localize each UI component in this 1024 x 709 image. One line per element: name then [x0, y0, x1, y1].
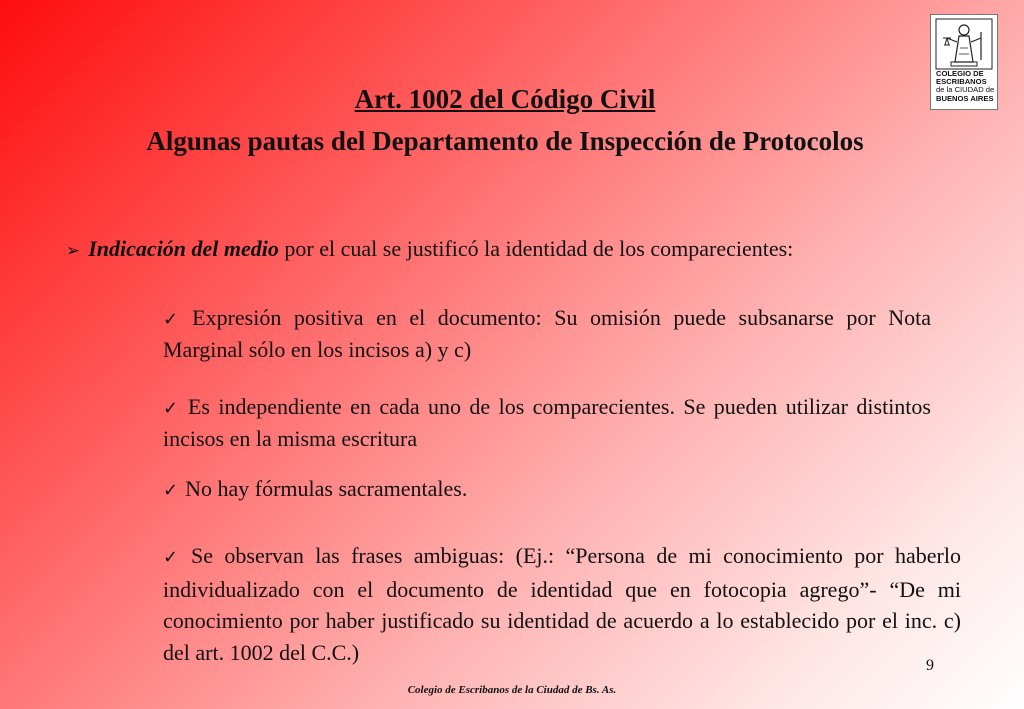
checkmark-icon: ✓: [163, 547, 184, 568]
arrow-bullet-icon: ➢: [66, 241, 81, 261]
list-item: [163, 392, 931, 454]
logo-line: de la CIUDAD de: [936, 85, 995, 95]
list-item-text: Expresión positiva en el documento: Su omisión puede subsanarse por Nota Marginal sólo en los incisos a) y c): [163, 305, 931, 362]
list-item-text: No hay fórmulas sacramentales.: [185, 476, 468, 501]
page-number: 9: [926, 657, 934, 674]
list-item-text: Se observan las frases ambiguas: (Ej.: “Persona de mi conocimiento por haberlo individualizado con el documento de identidad que en fotocopia agrego”- “De mi conocimiento por haber justificado su identidad de acuerdo a lo establecido por el inc. c) del art. 1002 del C.C.): [163, 543, 961, 665]
list-item: [163, 540, 961, 668]
footer-text: Colegio de Escribanos de la Ciudad de Bs. As.: [407, 684, 617, 696]
main-bullet-emphasis: Indicación del medio: [88, 236, 279, 261]
slide-title: Art. 1002 del Código Civil: [354, 84, 656, 114]
slide-subtitle: Algunas pautas del Departamento de Inspección de Protocolos: [146, 126, 864, 156]
logo-line: BUENOS AIRES: [936, 93, 994, 103]
logo-line: COLEGIO DE: [936, 69, 984, 78]
list-item: [163, 474, 931, 506]
justice-figure-icon: [935, 18, 993, 70]
checkmark-icon: ✓: [163, 398, 181, 419]
list-item: [163, 303, 931, 365]
checkmark-icon: ✓: [163, 309, 186, 330]
checkmark-icon: ✓: [163, 480, 179, 501]
list-item-text: Es independiente en cada uno de los comparecientes. Se pueden utilizar distintos incisos en la misma escritura: [163, 394, 931, 451]
main-bullet-text: por el cual se justificó la identidad de los comparecientes:: [278, 236, 794, 261]
logo-line: ESCRIBANOS: [936, 77, 987, 87]
main-bullet: [66, 236, 793, 262]
